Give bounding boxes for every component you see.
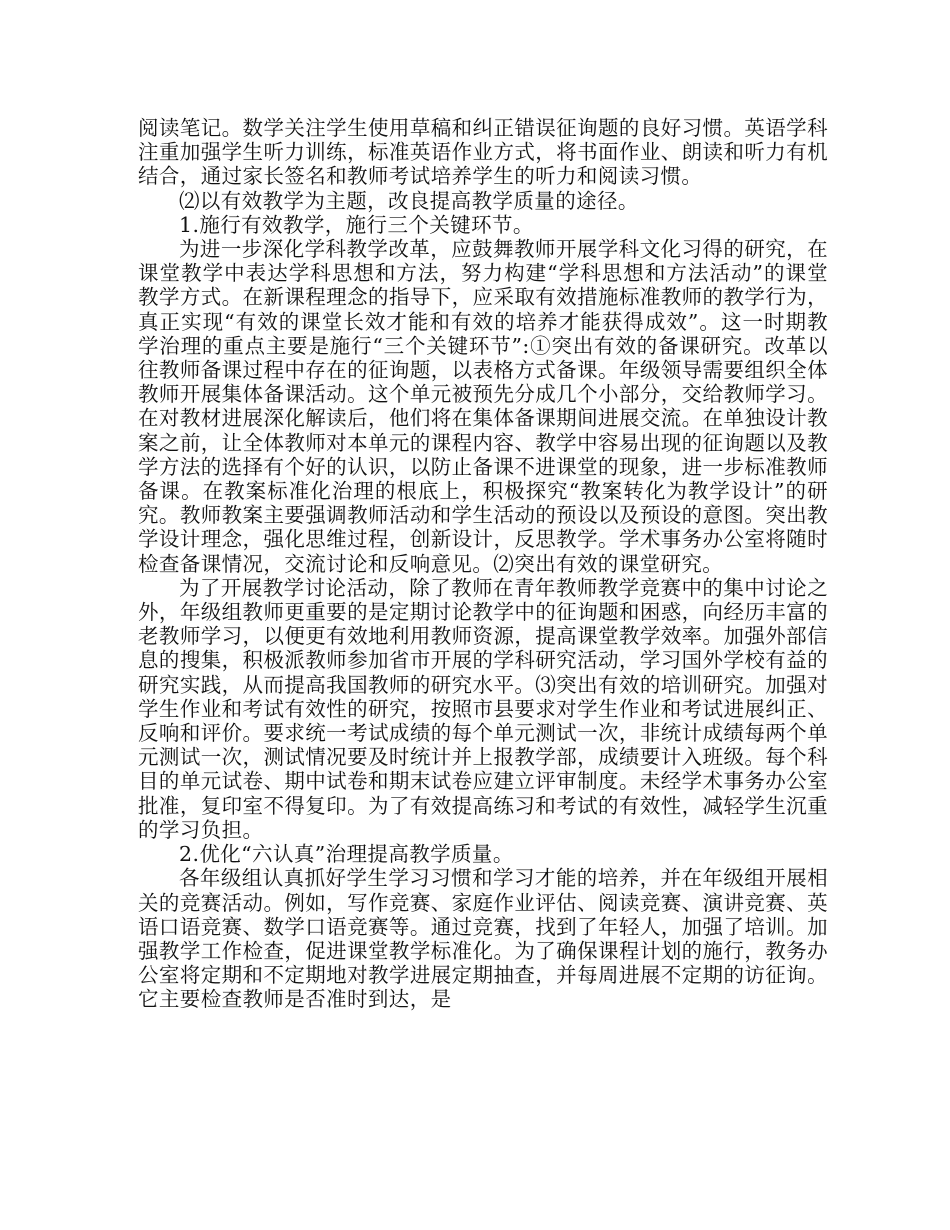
paragraph-1: 阅读笔记。数学关注学生使用草稿和纠正错误征询题的良好习惯。英语学科注重加强学生听力训练，标准英语作业方式，将书面作业、朗读和听力有机结合，通过家长签名和教师考试培养学生的听力和阅读习惯。 bbox=[138, 116, 828, 189]
document-body bbox=[138, 116, 828, 1012]
paragraph-6: 2.优化“六认真”治理提高教学质量。 bbox=[179, 842, 514, 867]
paragraph-5: 为了开展教学讨论活动，除了教师在青年教师教学竞赛中的集中讨论之外，年级组教师更重要的是定期讨论教学中的征询题和困惑，向经历丰富的老教师学习，以便更有效地利用教师资源，提高课堂教学效率。加强外部信息的搜集，积极派教师参加省市开展的学科研究活动，学习国外学校有益的研究实践，从而提高我国教师的研究水平。⑶突出有效的培训研究。加强对学生作业和考试有效性的研究，按照市县要求对学生作业和考试进展纠正、反响和评价。要求统一考试成绩的每个单元测试一次，非统计成绩每两个单元测试一次，测试情况要及时统计并上报教学部，成绩要计入班级。每个科目的单元试卷、期中试卷和期末试卷应建立评审制度。未经学术事务办公室批准，复印室不得复印。为了有效提高练习和考试的有效性，减轻学生沉重的学习负担。 bbox=[138, 575, 828, 842]
paragraph-3: 1.施行有效教学，施行三个关键环节。 bbox=[179, 212, 534, 237]
paragraph-4: 为进一步深化学科教学改革，应鼓舞教师开展学科文化习得的研究，在课堂教学中表达学科思想和方法，努力构建“学科思想和方法活动”的课堂教学方式。在新课程理念的指导下，应采取有效措施标准教师的教学行为，真正实现“有效的课堂长效才能和有效的培养才能获得成效”。这一时期教学治理的重点主要是施行“三个关键环节”:①突出有效的备课研究。改革以往教师备课过程中存在的征询题，以表格方式备课。年级领导需要组织全体教师开展集体备课活动。这个单元被预先分成几个小部分，交给教师学习。在对教材进展深化解读后，他们将在集体备课期间进展交流。在单独设计教案之前，让全体教师对本单元的课程内容、教学中容易出现的征询题以及教学方法的选择有个好的认识，以防止备课不进课堂的现象，进一步标准教师备课。在教案标准化治理的根底上，积极探究“教案转化为教学设计”的研究。教师教案主要强调教师活动和学生活动的预设以及预设的意图。突出教学设计理念，强化思维过程，创新设计，反思教学。学术事务办公室将随时检查备课情况，交流讨论和反响意见。⑵突出有效的课堂研究。 bbox=[138, 237, 828, 576]
paragraph-2: ⑵以有效教学为主题，改良提高教学质量的途径。 bbox=[179, 188, 639, 213]
paragraph-7: 各年级组认真抓好学生学习习惯和学习才能的培养，并在年级组开展相关的竞赛活动。例如，写作竞赛、家庭作业评估、阅读竞赛、演讲竞赛、英语口语竞赛、数学口语竞赛等。通过竞赛，找到了年轻人，加强了培训。加强教学工作检查，促进课堂教学标准化。为了确保课程计划的施行，教务办公室将定期和不定期地对教学进展定期抽查，并每周进展不定期的访征询。它主要检查教师是否准时到达，是 bbox=[138, 866, 828, 1012]
